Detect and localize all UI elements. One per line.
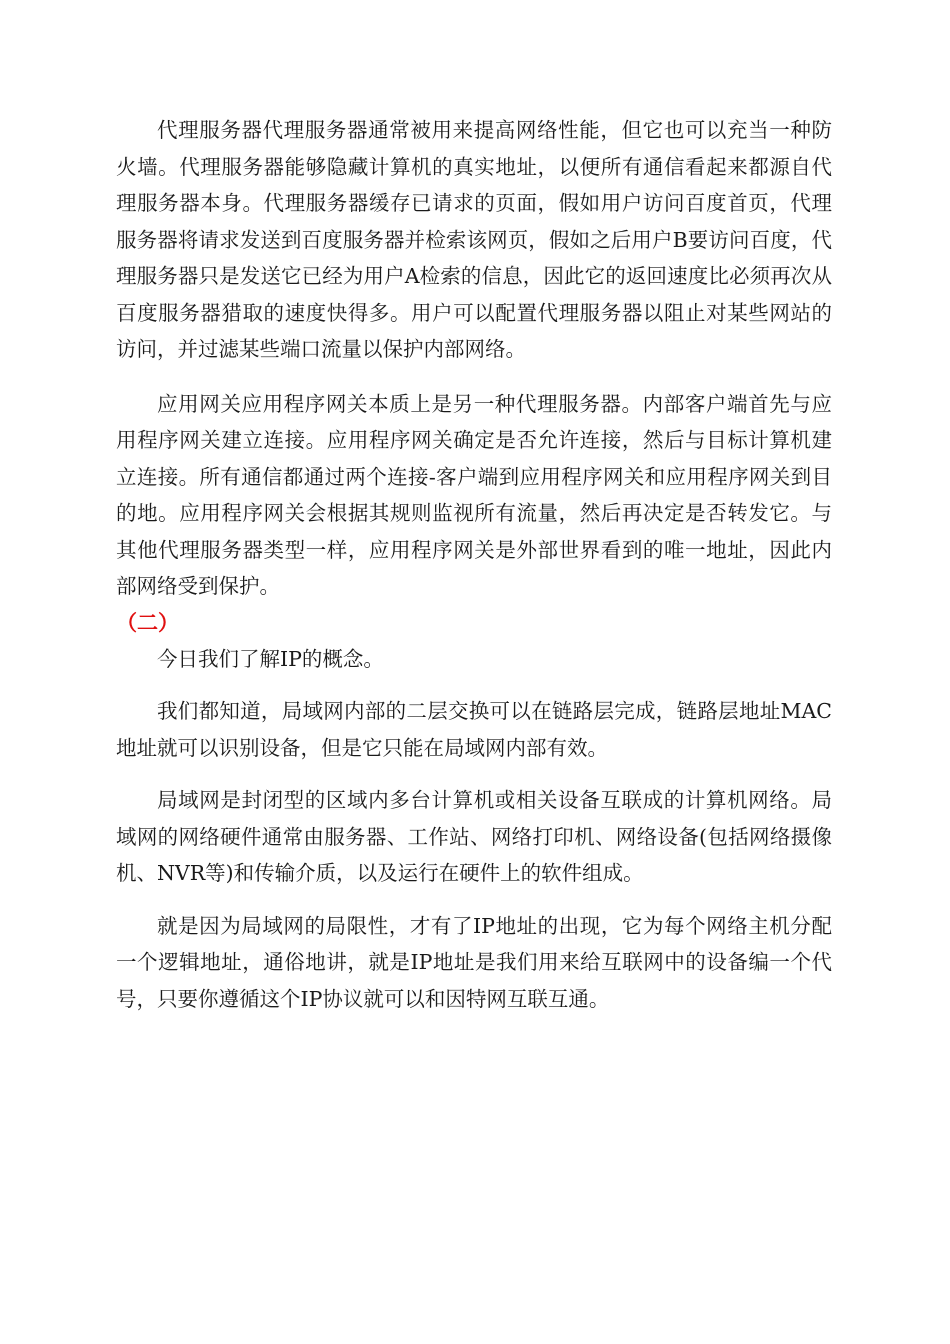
paragraph-ip-intro: 今日我们了解IP的概念。 [157,646,384,671]
document-page [116,112,832,1017]
paragraph-mac-address: 我们都知道，局域网内部的二层交换可以在链路层完成，链路层地址MAC地址就可以识别设备，但是它只能在局域网内部有效。 [116,699,832,760]
paragraph-proxy-server: 代理服务器代理服务器通常被用来提高网络性能，但它也可以充当一种防火墙。代理服务器能够隐藏计算机的真实地址，以便所有通信看起来都源自代理服务器本身。代理服务器缓存已请求的页面，假如用户访问百度首页，代理服务器将请求发送到百度服务器并检索该网页，假如之后用户B要访问百度，代理服务器只是发送它已经为用户A检索的信息，因此它的返回速度比必须再次从百度服务器猎取的速度快得多。用户可以配置代理服务器以阻止对某些网站的访问，并过滤某些端口流量以保护内部网络。 [116,118,832,361]
paragraph-application-gateway: 应用网关应用程序网关本质上是另一种代理服务器。内部客户端首先与应用程序网关建立连接。应用程序网关确定是否允许连接，然后与目标计算机建立连接。所有通信都通过两个连接-客户端到应用程序网关和应用程序网关到目的地。应用程序网关会根据其规则监视所有流量，然后再决定是否转发它。与其他代理服务器类型一样，应用程序网关是外部世界看到的唯一地址，因此内部网络受到保护。 [116,391,832,598]
paragraph-lan-definition: 局域网是封闭型的区域内多台计算机或相关设备互联成的计算机网络。局域网的网络硬件通常由服务器、工作站、网络打印机、网络设备(包括网络摄像机、NVR等)和传输介质，以及运行在硬件上的软件组成。 [116,788,832,885]
paragraph-ip-address: 就是因为局域网的局限性，才有了IP地址的出现，它为每个网络主机分配一个逻辑地址，通俗地讲，就是IP地址是我们用来给互联网中的设备编一个代号，只要你遵循这个IP协议就可以和因特网互联互通。 [116,913,832,1011]
section-heading: （二） [116,610,179,635]
